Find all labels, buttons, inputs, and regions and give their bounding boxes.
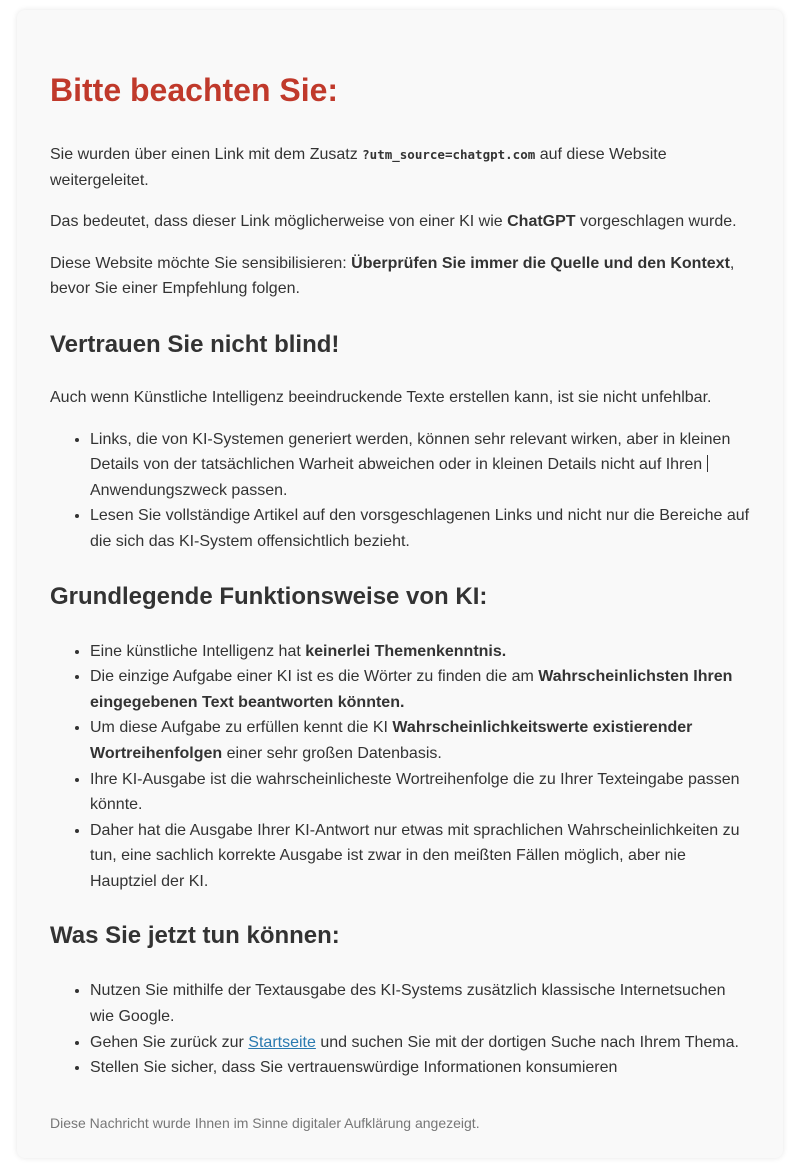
section-text-trust: Auch wenn Künstliche Intelligenz beeindruckende Texte erstellen kann, ist sie nicht unfehlbar. [50, 388, 712, 406]
text-cursor [707, 455, 708, 472]
intro-paragraph-check: Diese Website möchte Sie sensibilisieren: Überprüfen Sie immer die Quelle und den Kontext, bevor Sie einer Empfehlung folgen. [50, 254, 735, 298]
page-title: Bitte beachten Sie: [50, 72, 339, 108]
list-item: • Gehen Sie zurück zur Startseite und suchen Sie mit der dortigen Suche nach Ihrem Thema. [90, 1030, 750, 1056]
list-item: • Eine künstliche Intelligenz hat keinerlei Themenkenntnis. [90, 639, 750, 665]
list-item: • Die einzige Aufgabe einer KI ist es die Wörter zu finden die am Wahrscheinlichsten Ihren eingegebenen Text beantworten könnten. [90, 664, 750, 715]
list-item: • Daher hat die Ausgabe Ihrer KI-Antwort nur etwas mit sprachlichen Wahrscheinlichkeiten zu tun, eine sachlich korrekte Ausgabe ist zwar in den meißten Fällen möglich, aber nie Hauptziel der KI. [90, 818, 750, 895]
footer-note: Diese Nachricht wurde Ihnen im Sinne digitaler Aufklärung angezeigt. [50, 1114, 480, 1131]
ai-basics-list [50, 639, 750, 895]
list-item: • Ihre KI-Ausgabe ist die wahrscheinlicheste Wortreihenfolge die zu Ihrer Texteingabe passen könnte. [90, 767, 750, 818]
list-item: • Links, die von KI-Systemen generiert werden, können sehr relevant wirken, aber in kleinen Details von der tatsächlichen Warheit abweichen oder in kleinen Details nicht auf Ihren Anwendungszweck passen. [90, 427, 750, 504]
list-item: • Lesen Sie vollständige Artikel auf den vorsgeschlagenen Links und nicht nur die Bereiche auf die sich das KI-System offensichtlich bezieht. [90, 503, 750, 554]
section-title-trust: Vertrauen Sie nicht blind! [50, 330, 340, 358]
notice-card [17, 10, 783, 1158]
intro-paragraph-utm: Sie wurden über einen Link mit dem Zusatz ?utm_source=chatgpt.com auf diese Website weitergeleitet. [50, 146, 667, 189]
trust-list [50, 427, 750, 555]
section-title-next-steps: Was Sie jetzt tun können: [50, 922, 340, 950]
next-steps-list [50, 978, 750, 1080]
list-item: • Stellen Sie sicher, dass Sie vertrauenswürdige Informationen konsumieren [90, 1055, 750, 1081]
list-item: • Nutzen Sie mithilfe der Textausgabe des KI-Systems zusätzlich klassische Internetsuchen wie Google. [90, 978, 750, 1029]
homepage-link[interactable]: Startseite [248, 1033, 316, 1051]
section-title-ai-basics: Grundlegende Funktionsweise von KI: [50, 582, 488, 610]
intro-paragraph-ai: Das bedeutet, dass dieser Link möglicherweise von einer KI wie ChatGPT vorgeschlagen wurde. [50, 213, 737, 231]
utm-code: ?utm_source=chatgpt.com [362, 147, 536, 162]
list-item: • Um diese Aufgabe zu erfüllen kennt die KI Wahrscheinlichkeitswerte existierender Wortreihenfolgen einer sehr großen Datenbasis. [90, 715, 750, 766]
